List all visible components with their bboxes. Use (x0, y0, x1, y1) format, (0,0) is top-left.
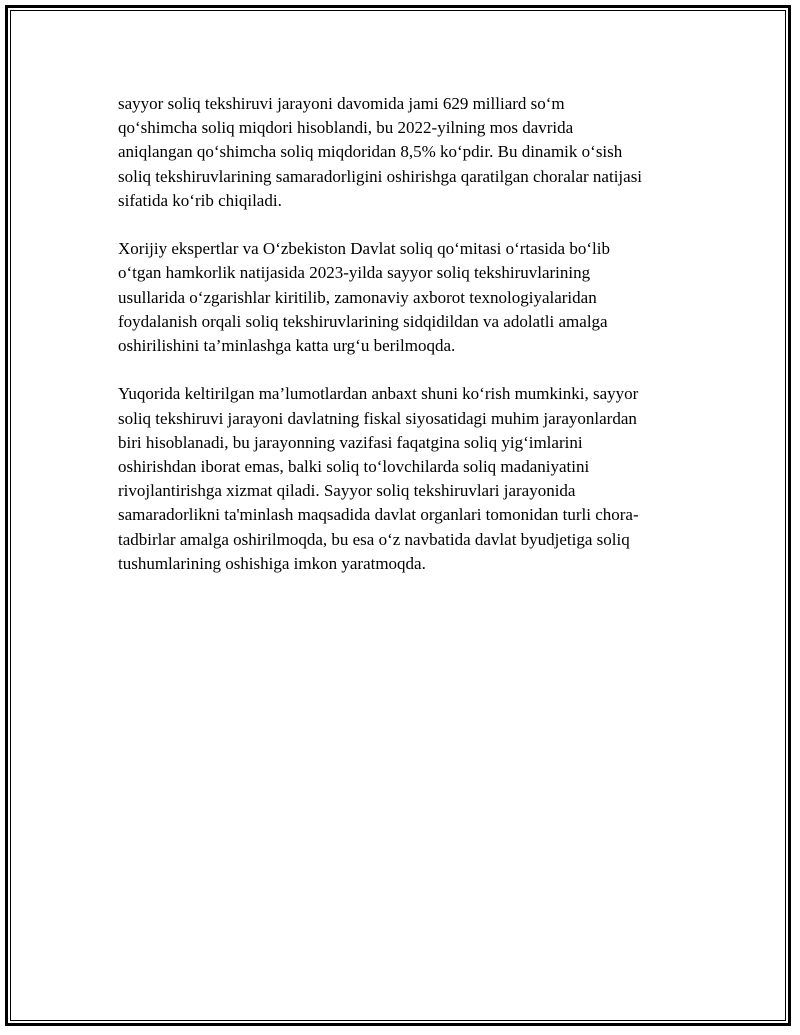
text-line: soliq tekshiruvi jarayoni davlatning fiskal siyosatidagi muhim jarayonlardan (118, 408, 637, 428)
paragraph-2 (118, 237, 693, 358)
document-body (118, 92, 693, 600)
text-line: Xorijiy ekspertlar va O‘zbekiston Davlat soliq qo‘mitasi o‘rtasida bo‘lib (118, 239, 610, 259)
text-line: tadbirlar amalga oshirilmoqda, bu esa o‘z navbatida davlat byudjetiga soliq (118, 529, 630, 549)
text-line: sayyor soliq tekshiruvi jarayoni davomida jami 629 milliard so‘m (118, 94, 565, 113)
text-line: sifatida ko‘rib chiqiladi. (118, 190, 282, 210)
text-line: rivojlantirishga xizmat qiladi. Sayyor soliq tekshiruvlari jarayonida (118, 481, 576, 501)
text-line: foydalanish orqali soliq tekshiruvlarining sidqidildan va adolatli amalga (118, 311, 608, 331)
text-line: tushumlarining oshishiga imkon yaratmoqda. (118, 553, 426, 573)
text-line: samaradorlikni ta'minlash maqsadida davlat organlari tomonidan turli chora- (118, 505, 639, 525)
text-line: biri hisoblanadi, bu jarayonning vazifasi faqatgina soliq yig‘imlarini (118, 432, 583, 452)
text-line: o‘tgan hamkorlik natijasida 2023-yilda sayyor soliq tekshiruvlarining (118, 263, 591, 283)
text-line: soliq tekshiruvlarining samaradorligini oshirishga qaratilgan choralar natijasi (118, 166, 643, 186)
text-line: Yuqorida keltirilgan ma’lumotlardan anbaxt shuni ko‘rish mumkinki, sayyor (118, 384, 639, 404)
paragraph-1 (118, 92, 693, 213)
paragraph-3 (118, 382, 693, 576)
text-line: usullarida o‘zgarishlar kiritilib, zamonaviy axborot texnologiyalaridan (118, 287, 597, 307)
text-line: oshirishdan iborat emas, balki soliq to‘lovchilarda soliq madaniyatini (118, 457, 590, 477)
text-line: oshirilishini ta’minlashga katta urg‘u berilmoqda. (118, 336, 456, 356)
text-line: aniqlangan qo‘shimcha soliq miqdoridan 8,5% ko‘pdir. Bu dinamik o‘sish (118, 142, 623, 162)
text-line: qo‘shimcha soliq miqdori hisoblandi, bu 2022-yilning mos davrida (118, 118, 574, 138)
